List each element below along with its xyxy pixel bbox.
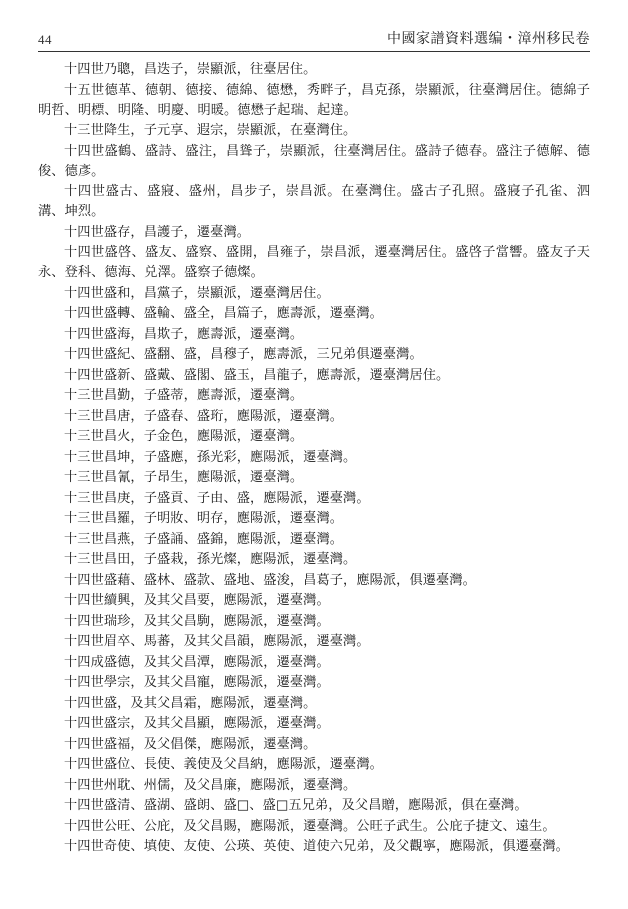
entry: 十三世昌田，子盛栽，孫光燦，應陽派，遷臺灣。 <box>64 552 357 567</box>
entry: 十四世盛古、盛寢、盛州，昌步子，崇昌派。在臺灣住。盛古子孔照。盛寢子孔雀、泗溝、坤烈。 <box>38 184 590 219</box>
entry: 十三世昌氰，子昂生，應陽派，遷臺灣。 <box>64 470 304 485</box>
entry: 十四世盛啓、盛友、盛察、盛開，昌雍子，崇昌派，遷臺灣居住。盛啓子當響。盛友子天永、登科、德海、兑澤。盛察子德燦。 <box>38 245 590 280</box>
page-number: 44 <box>38 32 52 47</box>
entry: 十四世盛位、長使、義使及父昌納，應陽派，遷臺灣。 <box>64 757 383 772</box>
entry: 十四世盛鶴、盛詩、盛注，昌聳子，崇顯派，往臺灣居住。盛詩子德春。盛注子德解、德俊、德彥。 <box>38 143 590 179</box>
entry: 十三世昌羅，子明妝、明存，應陽派，遷臺灣。 <box>64 511 344 526</box>
entry: 十三世昌燕，子盛誦、盛錦，應陽派，遷臺灣。 <box>64 531 344 547</box>
entry: 十四世盛存，昌護子，遷臺灣。 <box>64 224 251 240</box>
entry: 十四世盛清、盛湖、盛朗、盛□、盛□五兄弟，及父昌贈，應陽派，俱在臺灣。 <box>64 798 528 813</box>
entry: 十四世盛福，及父倡傑，應陽派，遷臺灣。 <box>64 736 317 752</box>
entry: 十四世乃聰，昌迭子，崇顯派，往臺居住。 <box>64 62 317 77</box>
entry: 十三世昌坤，子盛應，孫光彩，應陽派，遷臺灣。 <box>64 449 357 465</box>
entry: 十四世瑞珍，及其父昌駒，應陽派，遷臺灣。 <box>64 613 330 629</box>
entry: 十四世盛，及其父昌霜，應陽派，遷臺灣。 <box>64 695 317 711</box>
entry: 十四世盛轉、盛輪、盛全，昌篇子，應壽派，遷臺灣。 <box>64 306 383 321</box>
page-header <box>38 22 590 52</box>
entry: 十三世昌庚，子盛貢、子由、盛，應陽派，遷臺灣。 <box>64 490 370 506</box>
entry: 十三世昌火，子金色，應陽派，遷臺灣。 <box>64 429 304 444</box>
entry: 十四世公旺、公庇，及父昌賜，應陽派，遷臺灣。公旺子武生。公庇子捷文、遠生。 <box>64 818 556 834</box>
entry: 十四成盛德，及其父昌潭，應陽派，遷臺灣。 <box>64 654 330 670</box>
entry: 十三世昌勤，子盛蒂，應壽派，遷臺灣。 <box>64 388 304 403</box>
genealogy-entries <box>38 60 590 858</box>
entry: 十四世奇使、填使、友使、公瑛、英使、道使六兄弟，及父觀寧，應陽派，俱遷臺灣。 <box>64 839 569 854</box>
entry: 十四世盛和，昌黨子，崇顯派，遷臺灣居住。 <box>64 285 330 301</box>
entry: 十四世續興，及其父昌要，應陽派，遷臺灣。 <box>64 593 330 608</box>
entry: 十四世眉卒、馬蕃，及其父昌韻，應陽派，遷臺灣。 <box>64 634 370 649</box>
entry: 十四世盛宗，及其父昌顯，應陽派，遷臺灣。 <box>64 716 330 731</box>
entry: 十三世降生，子元享、遐宗，崇顯派，在臺灣住。 <box>64 123 357 138</box>
entry: 十四世盛藉、盛林、盛款、盛地、盛浚，昌葛子，應陽派，俱遷臺灣。 <box>64 572 476 588</box>
entry: 十三世昌唐，子盛春、盛珩，應陽派，遷臺灣。 <box>64 408 344 424</box>
entry: 十四世盛紀、盛翻、盛，昌穆子，應壽派，三兄弟俱遷臺灣。 <box>64 347 423 362</box>
entry: 十五世德革、德朝、德接、德綿、德懋，秀畔子，昌克孫，崇顯派，往臺灣居住。德綿子明哲、明標、明隆、明慶、明暖。德懋子起瑞、起達。 <box>38 82 590 118</box>
entry: 十四世盛海，昌欺子，應壽派，遷臺灣。 <box>64 326 304 342</box>
running-title: 中國家譜資料選编・漳州移民卷 <box>387 31 590 47</box>
entry: 十四世州耽、州儒，及父昌廉，應陽派，遷臺灣。 <box>64 777 357 793</box>
entry: 十四世學宗，及其父昌寵，應陽派，遷臺灣。 <box>64 675 330 690</box>
entry: 十四世盛新、盛戴、盛閣、盛玉，昌龍子，應壽派，遷臺灣居住。 <box>64 367 450 383</box>
